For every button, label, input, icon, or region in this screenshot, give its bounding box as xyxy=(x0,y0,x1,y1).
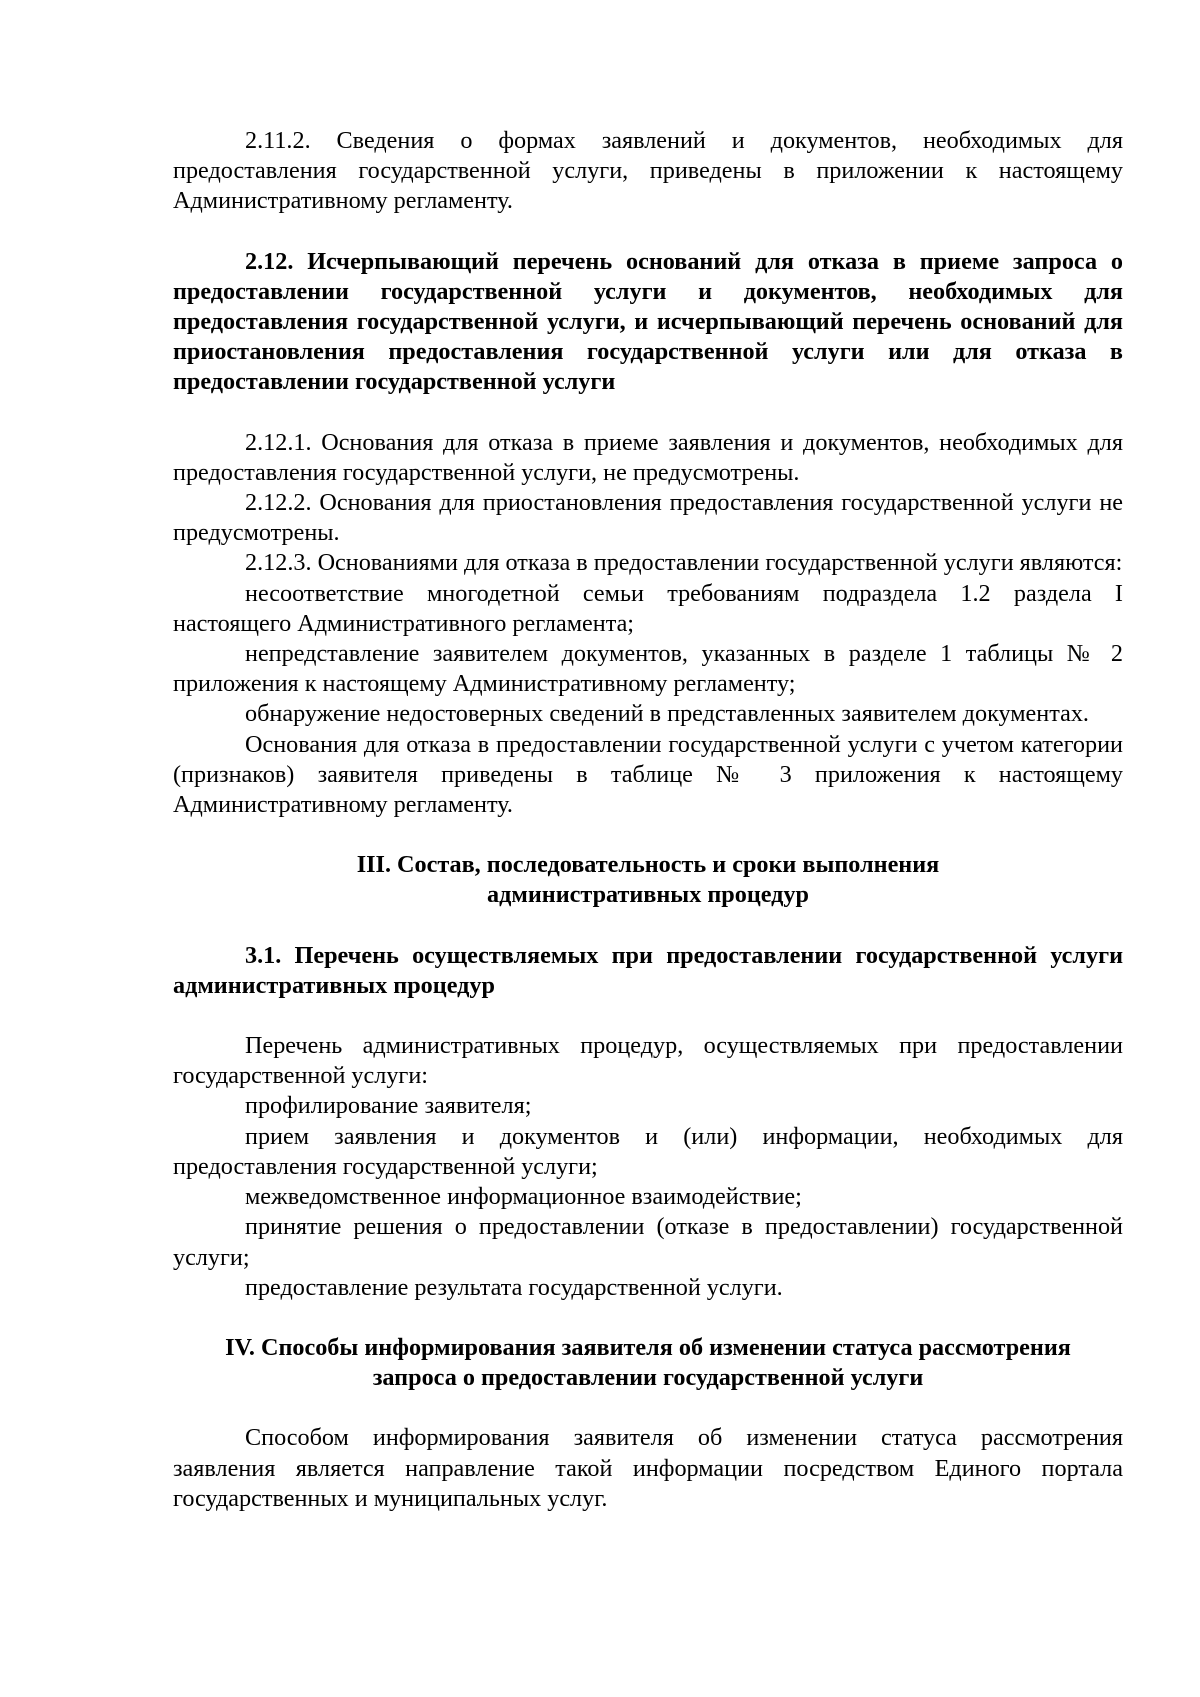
section-4-title-line-2: запроса о предоставлении государственной услуги xyxy=(372,1364,924,1392)
document-page xyxy=(173,126,1123,1514)
section-4-title-line-1: IV. Способы информирования заявителя об изменении статуса рассмотрения xyxy=(225,1333,1071,1361)
paragraph-2-12-3: 2.12.3. Основаниями для отказа в предоставлении государственной услуги являются: xyxy=(245,549,1123,577)
spacer xyxy=(173,820,1123,850)
procedure-item: предоставление результата государственной услуги. xyxy=(245,1273,783,1301)
ground-item: непредставление заявителем документов, указанных в разделе 1 таблицы № 2 приложения к настоящему Административному регламенту; xyxy=(173,640,1123,698)
spacer xyxy=(173,1303,1123,1333)
procedures-intro: Перечень административных процедур, осуществляемых при предоставлении государственной услуги: xyxy=(173,1032,1123,1090)
heading-3-1: 3.1. Перечень осуществляемых при предоставлении государственной услуги административных процедур xyxy=(173,941,1123,999)
spacer xyxy=(173,911,1123,941)
paragraph-category-grounds: Основания для отказа в предоставлении государственной услуги с учетом категории (признаков) заявителя приведены в таблице № 3 приложения к настоящему Административному регламенту. xyxy=(173,730,1123,819)
procedure-item: прием заявления и документов и (или) информации, необходимых для предоставления государственной услуги; xyxy=(173,1122,1123,1180)
procedure-item: межведомственное информационное взаимодействие; xyxy=(245,1183,802,1211)
ground-item: обнаружение недостоверных сведений в представленных заявителем документах. xyxy=(245,700,1089,728)
spacer xyxy=(173,1393,1123,1423)
procedure-item: принятие решения о предоставлении (отказе в предоставлении) государственной услуги; xyxy=(173,1213,1123,1271)
procedure-item: профилирование заявителя; xyxy=(245,1092,532,1120)
paragraph-2-11-2: 2.11.2. Сведения о формах заявлений и документов, необходимых для предоставления государственной услуги, приведены в приложении к настоящему Административному регламенту. xyxy=(173,127,1123,215)
spacer xyxy=(173,398,1123,428)
spacer xyxy=(173,217,1123,247)
spacer xyxy=(173,1001,1123,1031)
paragraph-2-12-1: 2.12.1. Основания для отказа в приеме заявления и документов, необходимых для предоставления государственной услуги, не предусмотрены. xyxy=(173,428,1123,486)
heading-2-12: 2.12. Исчерпывающий перечень оснований для отказа в приеме запроса о предоставлении государственной услуги и документов, необходимых для предоставления государственной услуги, и исчерпывающий перечень оснований для приостановления предоставления государственной услуги или для отказа в предоставлении государственной услуги xyxy=(173,247,1123,396)
paragraph-2-12-2: 2.12.2. Основания для приостановления предоставления государственной услуги не предусмотрены. xyxy=(173,489,1123,547)
section-3-title-line-2: административных процедур xyxy=(487,881,809,909)
ground-item: несоответствие многодетной семьи требованиям подраздела 1.2 раздела I настоящего Административного регламента; xyxy=(173,579,1123,637)
section-3-title-line-1: III. Состав, последовательность и сроки выполнения xyxy=(356,851,940,879)
section-4-body: Способом информирования заявителя об изменении статуса рассмотрения заявления является направление такой информации посредством Единого портала государственных и муниципальных услуг. xyxy=(173,1424,1123,1512)
